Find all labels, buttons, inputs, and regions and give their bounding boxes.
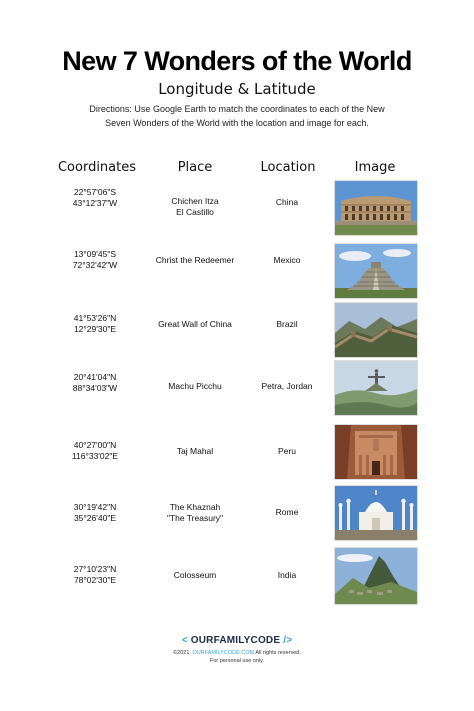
place-cell [145, 255, 245, 266]
footer-note: For personal use only. [209, 658, 264, 664]
colosseum-photo [334, 180, 418, 236]
chichen-itza-photo [334, 243, 418, 299]
petra-photo [334, 424, 418, 480]
latitude-text: 30°19'42"N [73, 502, 117, 512]
copyright-suffix: All rights reserved. [255, 650, 301, 656]
latitude-text: 13°09'45"S [73, 249, 117, 259]
footer-logo[interactable] [0, 635, 474, 646]
location-cell: Brazil [276, 319, 298, 329]
coordinates-cell [55, 313, 135, 335]
longitude-text: 12°29'30"E [73, 324, 117, 334]
place-text: Christ the Redeemer [155, 255, 235, 265]
footer-copyright [0, 650, 474, 656]
column-header-image: Image [354, 160, 396, 175]
coordinates-cell [55, 440, 135, 462]
taj-mahal-photo [334, 485, 418, 541]
coordinates-cell [55, 249, 135, 271]
place-text: The Khaznah [169, 502, 221, 512]
location-cell: Rome [275, 507, 299, 517]
coordinates-cell [55, 564, 135, 586]
latitude-text: 22°57'06"S [73, 187, 117, 197]
place-text-line-2: "The Treasury" [166, 513, 224, 523]
latitude-text: 41°53'26"N [73, 313, 117, 323]
longitude-text: 116°33'02"E [71, 451, 119, 461]
copyright-prefix: ©2021. [173, 650, 191, 656]
location-cell: Mexico [273, 255, 301, 265]
place-text: Chichen Itza [171, 196, 219, 206]
place-cell [145, 196, 245, 218]
location-cell: India [277, 570, 297, 580]
place-cell [145, 502, 245, 524]
column-header-place: Place [177, 160, 213, 175]
place-cell [145, 570, 245, 581]
latitude-text: 27°10'23"N [73, 564, 117, 574]
place-text: Great Wall of China [158, 319, 232, 329]
logo-text: OURFAMILYCODE [190, 635, 281, 646]
longitude-text: 88°34'03"W [72, 383, 118, 393]
page-subtitle: Longitude & Latitude [158, 80, 316, 98]
place-cell [145, 381, 245, 392]
location-cell: China [275, 197, 299, 207]
longitude-text: 35°26'40"E [73, 513, 117, 523]
christ-redeemer-photo [334, 360, 418, 416]
place-text: Taj Mahal [176, 446, 214, 456]
longitude-text: 78°02'30"E [73, 575, 117, 585]
place-cell [145, 319, 245, 330]
place-cell [145, 446, 245, 457]
coordinates-cell [55, 187, 135, 209]
coordinates-cell [55, 502, 135, 524]
directions-line-2: Seven Wonders of the World with the location and image for each. [105, 118, 369, 128]
logo-close-bracket: /> [283, 635, 293, 646]
place-text-line-2: El Castillo [176, 207, 214, 217]
column-header-coordinates: Coordinates [57, 160, 137, 175]
copyright-link[interactable]: OURFAMILYCODE.COM [192, 650, 255, 656]
column-header-location: Location [260, 160, 316, 175]
longitude-text: 72°32'42"W [72, 260, 118, 270]
page-title: New 7 Wonders of the World [62, 46, 412, 76]
great-wall-photo [334, 302, 418, 358]
location-cell: Petra, Jordan [261, 381, 313, 391]
directions-line-1: Directions: Use Google Earth to match the coordinates to each of the New [89, 104, 385, 114]
directions-text [60, 102, 414, 130]
latitude-text: 20°41'04"N [73, 372, 117, 382]
machu-picchu-photo [334, 547, 418, 605]
logo-open-bracket: < [181, 635, 188, 646]
latitude-text: 40°27'00"N [73, 440, 117, 450]
coordinates-cell [55, 372, 135, 394]
place-text: Machu Picchu [168, 381, 222, 391]
location-cell: Peru [278, 446, 296, 456]
place-text: Colosseum [173, 570, 217, 580]
longitude-text: 43°12'37"W [72, 198, 118, 208]
